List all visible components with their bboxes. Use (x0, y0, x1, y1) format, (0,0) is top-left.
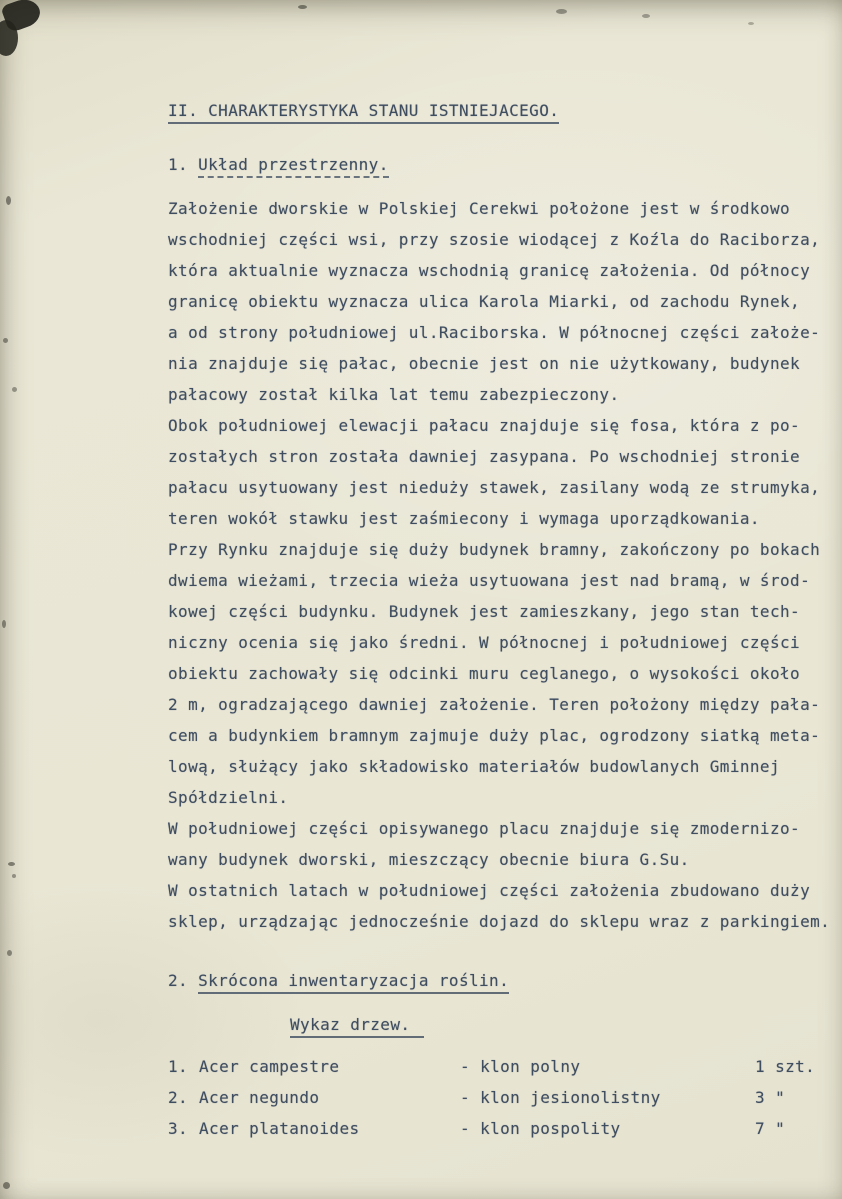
tree-quantity: 7 " (755, 1119, 786, 1138)
text-line: W południowej części opisywanego placu znajduje się zmodernizo- (168, 819, 801, 838)
section2-heading (168, 965, 840, 996)
tree-quantity: 3 " (755, 1088, 786, 1107)
text-line: sklep, urządzając jednocześnie dojazd do sklepu wraz z parkingiem. (168, 912, 831, 931)
scan-mark (12, 874, 16, 878)
scan-mark (7, 950, 12, 956)
text-line: Założenie dworskie w Polskiej Cerekwi położone jest w środkowo (168, 199, 791, 218)
tree-list-title-text: Wykaz drzew. (290, 1015, 424, 1038)
text-line: cem a budynkiem bramnym zajmuje duży plac, ogrodzony siatką meta- (168, 726, 821, 745)
tree-common-name: - klon jesionolistny (460, 1088, 661, 1107)
tree-row (168, 1051, 840, 1082)
scan-mark (6, 196, 11, 205)
tree-list-title (290, 1009, 840, 1040)
scan-mark (2, 620, 6, 628)
tree-common-name: - klon pospolity (460, 1119, 621, 1138)
page-title (168, 95, 840, 126)
text-line: która aktualnie wyznacza wschodnią granicę założenia. Od północy (168, 261, 811, 280)
text-line: a od strony południowej ul.Raciborska. W północnej części założe- (168, 323, 821, 342)
section1-title: Układ przestrzenny. (198, 155, 389, 178)
section1-heading (168, 149, 840, 180)
tree-number: 3. (168, 1119, 189, 1138)
text-line: kowej części budynku. Budynek jest zamieszkany, jego stan tech- (168, 602, 801, 621)
scan-mark (8, 862, 15, 866)
section1-body (168, 193, 840, 937)
section2-title: Skrócona inwentaryzacja roślin. (198, 971, 509, 994)
tree-latin-name: Acer negundo (199, 1088, 320, 1107)
text-line: 2 m, ogradzającego dawniej założenie. Teren położony między pała- (168, 695, 821, 714)
tree-name-cell (168, 1113, 460, 1144)
tree-latin-name: Acer platanoides (199, 1119, 360, 1138)
scan-mark (298, 5, 307, 9)
section1-number: 1. (168, 155, 199, 174)
section2-number: 2. (168, 971, 199, 990)
text-line: wschodniej części wsi, przy szosie wiodącej z Koźla do Raciborza, (168, 230, 821, 249)
text-line: granicę obiektu wyznacza ulica Karola Miarki, od zachodu Rynek, (168, 292, 801, 311)
text-line: pałacowy został kilka lat temu zabezpieczony. (168, 385, 620, 404)
tree-number: 2. (168, 1088, 189, 1107)
text-line: lową, służący jako składowisko materiałów budowlanych Gminnej (168, 757, 781, 776)
tree-latin-name: Acer campestre (199, 1057, 340, 1076)
text-line: Obok południowej elewacji pałacu znajduje się fosa, która z po- (168, 416, 801, 435)
text-line: teren wokół stawku jest zaśmiecony i wymaga uporządkowania. (168, 509, 760, 528)
text-line: zostałych stron została dawniej zasypana. Po wschodniej stronie (168, 447, 801, 466)
tree-name-cell (168, 1082, 460, 1113)
scan-mark (3, 338, 8, 343)
tree-list (168, 1051, 840, 1144)
scan-mark (642, 14, 650, 18)
document-content (168, 95, 840, 1144)
text-line: Przy Rynku znajduje się duży budynek bramny, zakończony po bokach (168, 540, 821, 559)
scan-mark (556, 9, 567, 14)
text-line: W ostatnich latach w południowej części założenia zbudowano duży (168, 881, 811, 900)
text-line: Spółdzielni. (168, 788, 289, 807)
text-line: obiektu zachowały się odcinki muru ceglanego, o wysokości około (168, 664, 801, 683)
scan-mark (3, 1182, 10, 1189)
text-line: nia znajduje się pałac, obecnie jest on nie użytkowany, budynek (168, 354, 801, 373)
tree-common-name: - klon polny (460, 1057, 581, 1076)
tree-quantity: 1 szt. (755, 1057, 816, 1076)
text-line: dwiema wieżami, trzecia wieża usytuowana jest nad bramą, w środ- (168, 571, 811, 590)
tree-row (168, 1082, 840, 1113)
text-line: pałacu usytuowany jest nieduży stawek, zasilany wodą ze strumyka, (168, 478, 821, 497)
tree-row (168, 1113, 840, 1144)
tree-number: 1. (168, 1057, 189, 1076)
tree-name-cell (168, 1051, 460, 1082)
page-title-text: II. CHARAKTERYSTYKA STANU ISTNIEJACEGO. (168, 101, 559, 124)
text-line: niczny ocenia się jako średni. W północnej i południowej części (168, 633, 801, 652)
text-line: wany budynek dworski, mieszczący obecnie biura G.Su. (168, 850, 690, 869)
scan-mark (748, 22, 754, 25)
scan-mark (12, 387, 17, 392)
